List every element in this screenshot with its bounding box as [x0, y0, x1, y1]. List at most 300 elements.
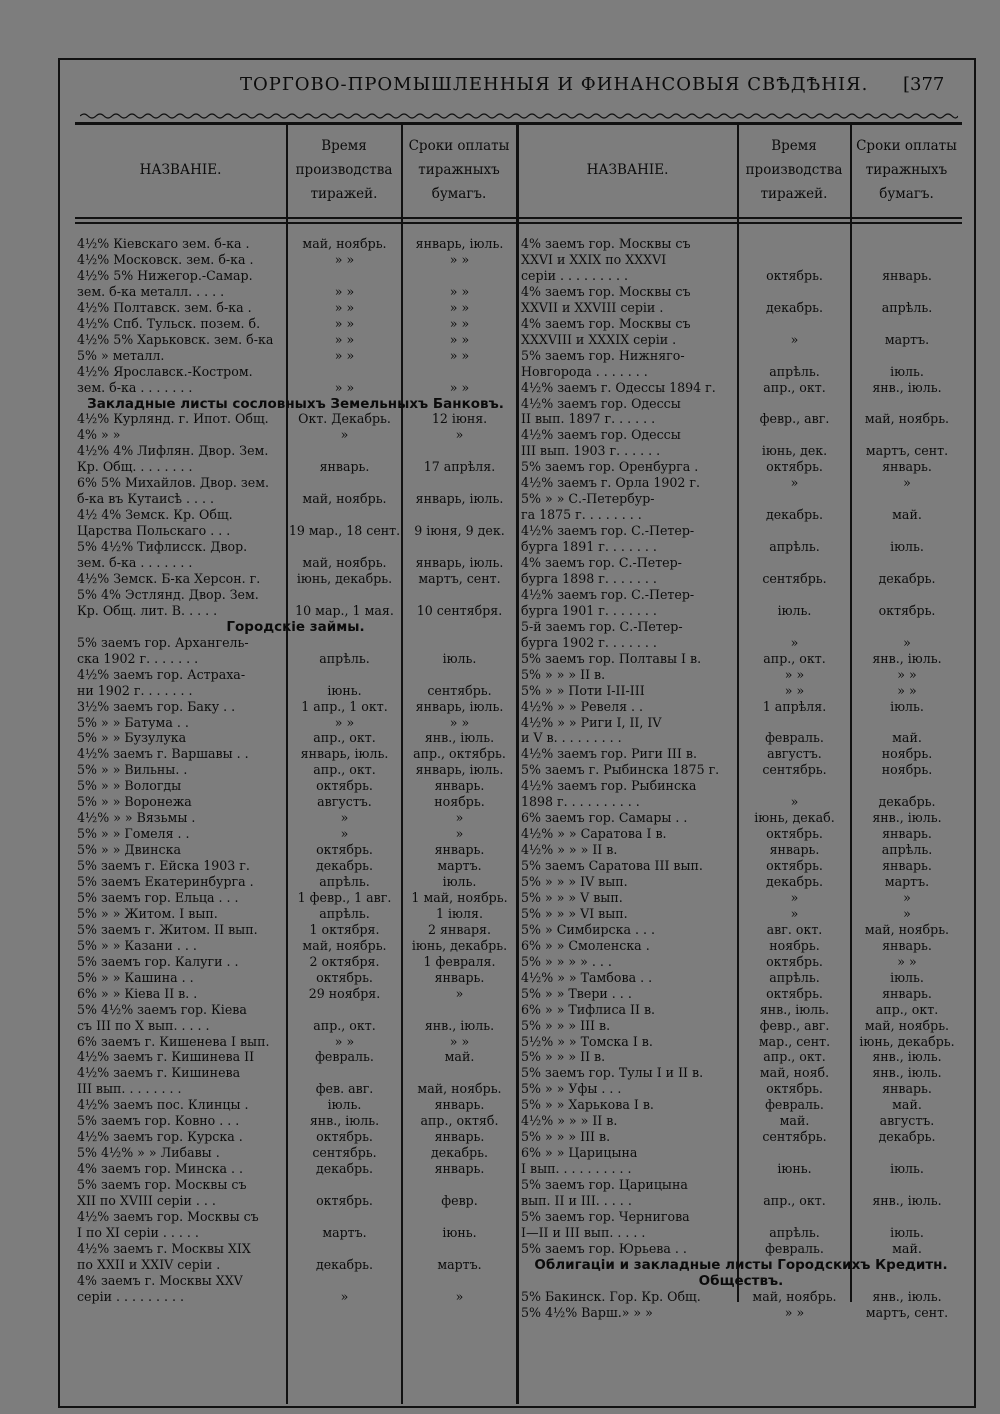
- draw-time: Окт. Декабрь.: [298, 411, 391, 427]
- draw-time: декабрь.: [765, 299, 824, 315]
- payment-terms: январь.: [882, 459, 932, 475]
- draw-time: »: [790, 634, 799, 650]
- draw-time: »: [790, 905, 799, 921]
- payment-terms: янв., іюль.: [872, 1288, 942, 1304]
- draw-time: декабрь.: [315, 1256, 374, 1272]
- draw-time: декабрь.: [315, 858, 374, 874]
- loan-name: 5% заемъ гор. Москвы съ: [77, 1177, 247, 1193]
- loan-name: ни 1902 г. . . . . . .: [77, 682, 193, 698]
- payment-terms: » »: [449, 714, 470, 730]
- payment-terms: »: [903, 475, 911, 491]
- draw-time: »: [790, 475, 799, 491]
- draw-time: февраль.: [765, 1097, 824, 1113]
- payment-terms: іюль.: [442, 650, 477, 666]
- loan-name: 5% » » » IV вып.: [521, 874, 628, 889]
- loan-name: 5% 4½% Варш.» » »: [521, 1304, 653, 1320]
- loan-name: 6% » » Кіева II в. .: [77, 985, 198, 1001]
- loan-name: 5% » металл.: [77, 347, 165, 363]
- draw-time: октябрь.: [316, 1129, 373, 1145]
- payment-terms: »: [903, 889, 911, 905]
- payment-terms: » »: [449, 283, 470, 299]
- column-header-time-left: [287, 134, 401, 206]
- loan-name: 5% » » С.-Петербур-: [521, 491, 655, 507]
- loan-name: 5% заемъ гор. Полтавы I в.: [521, 650, 702, 666]
- payment-terms: янв., іюль.: [872, 650, 942, 666]
- payment-terms: январь, іюль.: [415, 236, 504, 251]
- loan-name: XXVII и XXVIII серіи .: [521, 299, 664, 315]
- section-heading: Закладные листы сословныхъ Земельныхъ Банковъ.: [87, 395, 504, 412]
- loan-name: 5% заемъ Саратова III вып.: [521, 858, 703, 874]
- draw-time: апрѣль.: [769, 363, 820, 379]
- payment-terms: » »: [449, 331, 470, 347]
- loan-name: 5% заемъ г. Рыбинска 1875 г.: [521, 762, 720, 778]
- draw-time: »: [340, 1288, 349, 1304]
- payment-terms: іюль.: [890, 539, 924, 555]
- header-line: производства: [745, 162, 843, 178]
- payment-terms: октябрь.: [878, 602, 936, 618]
- loan-name: 5% заемъ г. Житом. II вып.: [77, 921, 258, 937]
- payment-terms: янв., іюль.: [872, 810, 942, 826]
- loan-name: I—II и III вып. . . . .: [521, 1224, 646, 1240]
- header-line: Сроки оплаты: [408, 138, 510, 154]
- draw-time: май, ноябрь.: [302, 555, 387, 570]
- loan-name: 5% 4½% заемъ гор. Кіева: [77, 1001, 247, 1017]
- loan-name: II вып. 1897 г. . . . . .: [521, 411, 656, 427]
- page-title: ТОРГОВО-ПРОМЫШЛЕННЫЯ И ФИНАНСОВЫЯ СВѢДѢНІЯ.: [240, 74, 869, 95]
- payment-terms: мартъ, сент.: [865, 1304, 949, 1320]
- payment-terms: май.: [892, 730, 922, 746]
- draw-time: май, ноябрь.: [752, 1288, 837, 1304]
- draw-time: янв., іюль.: [759, 1001, 830, 1017]
- loan-name: XXXVIII и XXXIX серіи .: [521, 331, 677, 347]
- payment-terms: май, ноябрь.: [864, 411, 950, 427]
- draw-time: іюнь, дек.: [761, 443, 828, 459]
- payment-terms: » »: [897, 682, 917, 698]
- draw-time: май, ноябрь.: [302, 236, 387, 251]
- draw-time: »: [790, 794, 799, 810]
- payment-terms: май, ноябрь.: [864, 921, 950, 937]
- loan-name: Царства Польскаго . . .: [77, 523, 231, 539]
- loan-name: 4½ 4% Земск. Кр. Общ.: [77, 507, 233, 523]
- payment-terms: 1 іюля.: [436, 905, 483, 921]
- payment-terms: іюль.: [890, 363, 924, 379]
- loan-name: 4½% Полтавск. зем. б-ка .: [77, 299, 252, 315]
- header-line: тиражныхъ: [865, 162, 948, 178]
- loan-name: 5% » » » II в.: [521, 666, 606, 682]
- loan-name: 4½% заемъ гор. С.-Петер-: [521, 586, 695, 602]
- draw-time: іюнь, декаб.: [754, 810, 835, 826]
- draw-time: 1 февр., 1 авг.: [297, 889, 392, 905]
- loan-name: 4% заемъ гор. Москвы съ: [521, 236, 691, 251]
- loan-name: Новгорода . . . . . . .: [521, 363, 648, 379]
- draw-time: апрѣль.: [319, 650, 370, 666]
- draw-time: 10 мар., 1 мая.: [295, 602, 394, 618]
- loan-name: 5% 4½% Тифлисск. Двор.: [77, 539, 248, 555]
- loan-name: по XXII и XXIV серіи .: [77, 1256, 221, 1272]
- loan-name: съ III по X вып. . . . .: [77, 1017, 210, 1033]
- draw-time: 29 ноября.: [308, 985, 381, 1001]
- payment-terms: мартъ.: [437, 858, 482, 874]
- loan-name: 4½% Ярославск.-Костром.: [77, 363, 253, 379]
- draw-time: январь.: [319, 459, 370, 475]
- loan-name: 6% » » Смоленска .: [521, 937, 650, 953]
- loan-name: I вып. . . . . . . . . .: [521, 1161, 632, 1177]
- header-line: Сроки оплаты: [856, 138, 957, 154]
- draw-time: январь.: [769, 842, 820, 858]
- loan-name: 5% » » » III в.: [521, 1017, 611, 1033]
- draw-time: » »: [334, 315, 355, 331]
- payment-terms: ноябрь.: [881, 746, 933, 762]
- table-top-rule: [75, 122, 962, 125]
- draw-time: февраль.: [315, 1049, 374, 1065]
- loan-name: 4½% » » Вязьмы .: [77, 810, 196, 826]
- column-header-terms-left: [402, 134, 516, 206]
- loan-name: 4% заемъ гор. Москвы съ: [521, 315, 691, 331]
- payment-terms: іюнь, декабрь.: [411, 937, 508, 953]
- column-header-time-right: [738, 134, 850, 206]
- loan-name: 4½% » » Саратова I в.: [521, 826, 667, 842]
- loan-name: III вып. 1903 г. . . . . .: [521, 443, 661, 459]
- draw-time: 1 апрѣля.: [762, 698, 827, 714]
- payment-terms: январь, іюль.: [415, 762, 504, 778]
- loan-name: 5% » » Твери . . .: [521, 985, 632, 1001]
- payment-terms: январь.: [882, 985, 932, 1001]
- loan-name: 5% заемъ гор. Нижняго-: [521, 347, 685, 363]
- payment-terms: янв., іюль.: [872, 1065, 942, 1081]
- loan-name: 5% » » Вологды: [77, 778, 182, 794]
- loan-name: 4½% Спб. Тульск. позем. б.: [77, 315, 261, 331]
- payment-terms: » »: [449, 299, 470, 315]
- payment-terms: февр.: [441, 1193, 478, 1208]
- draw-time: май, ноябрь.: [302, 937, 387, 953]
- draw-time: »: [340, 826, 349, 842]
- payment-terms: »: [455, 1288, 464, 1304]
- draw-time: мар., сент.: [758, 1033, 831, 1049]
- loan-name: 4½% заемъ г. Одессы 1894 г.: [521, 379, 716, 395]
- payment-terms: »: [455, 826, 464, 842]
- loan-name: вып. II и III. . . . .: [521, 1193, 632, 1208]
- header-line: Время: [321, 138, 367, 154]
- payment-terms: іюль.: [442, 874, 477, 889]
- loan-name: 4½% Земск. Б-ка Херсон. г.: [77, 570, 261, 586]
- draw-time: » »: [784, 1304, 805, 1320]
- loan-name: зем. б-ка . . . . . . .: [77, 555, 193, 570]
- loan-name: 5% Бакинск. Гор. Кр. Общ.: [521, 1288, 701, 1304]
- loan-name: 4½% » » Тамбова . .: [521, 969, 653, 985]
- draw-time: февраль.: [765, 1240, 824, 1256]
- loan-name: 4½% 5% Нижегор.-Самар.: [77, 267, 253, 283]
- payment-terms: сентябрь.: [427, 682, 492, 698]
- loan-name: 5% » » Вильны. .: [77, 762, 188, 778]
- loan-name: I по XI серіи . . . . .: [77, 1224, 199, 1240]
- lottery-table: [75, 122, 962, 1404]
- loan-name: 4½% » » Ревеля . .: [521, 698, 644, 714]
- loan-name: 4½% заемъ г. Варшавы . .: [77, 746, 249, 762]
- draw-time: май, нояб.: [759, 1065, 830, 1081]
- center-divider: [516, 122, 519, 1404]
- header-line: Время: [771, 138, 817, 154]
- loan-name: 4½% заемъ г. Кишинева II: [77, 1049, 255, 1065]
- payment-terms: мартъ.: [437, 1256, 482, 1272]
- loan-name: 5% » » » VI вып.: [521, 905, 628, 921]
- loan-name: 5% » » Кашина . .: [77, 969, 194, 985]
- payment-terms: янв., іюль.: [872, 1193, 942, 1208]
- loan-name: ска 1902 г. . . . . . .: [77, 650, 199, 666]
- header-rule-double: [75, 222, 962, 224]
- header-line: бумагъ.: [431, 186, 487, 202]
- payment-terms: 2 января.: [428, 921, 491, 937]
- payment-terms: декабрь.: [878, 794, 936, 810]
- payment-terms: янв., іюль.: [424, 730, 495, 746]
- header-line: тиражей.: [760, 186, 828, 202]
- draw-time: » »: [784, 682, 805, 698]
- draw-time: апрѣль.: [319, 874, 370, 889]
- draw-time: фев. авг.: [315, 1081, 374, 1097]
- draw-time: 19 мар., 18 сент.: [288, 523, 401, 539]
- payment-terms: »: [903, 634, 911, 650]
- loan-name: 4½% заемъ гор. Одессы: [521, 427, 681, 443]
- payment-terms: 9 іюня, 9 дек.: [414, 523, 505, 539]
- draw-time: октябрь.: [766, 953, 823, 969]
- payment-terms: январь.: [882, 937, 932, 953]
- loan-name: 5% заемъ гор. Тулы I и II в.: [521, 1065, 704, 1081]
- payment-terms: іюнь.: [442, 1224, 477, 1240]
- payment-terms: »: [455, 427, 464, 443]
- loan-name: 5% заемъ г. Ейска 1903 г.: [77, 858, 250, 874]
- payment-terms: 10 сентября.: [416, 602, 503, 618]
- loan-name: 5% » » » » . . .: [521, 953, 612, 969]
- column-header-name-right: НАЗВАНІЕ.: [586, 162, 669, 178]
- draw-time: »: [340, 810, 349, 826]
- payment-terms: » »: [449, 379, 470, 395]
- draw-time: »: [790, 331, 799, 347]
- loan-name: 4½% заемъ пос. Клинцы .: [77, 1097, 249, 1113]
- draw-time: » »: [334, 283, 355, 299]
- loan-name: б-ка въ Кутаисѣ . . . .: [77, 491, 215, 507]
- payment-terms: январь.: [434, 778, 485, 794]
- loan-name: 5% заемъ гор. Калуги . .: [77, 953, 239, 969]
- loan-name: 5% » » » II в.: [521, 1049, 606, 1065]
- loan-name: га 1875 г. . . . . . . .: [521, 507, 642, 523]
- loan-name: 5% » » Житом. I вып.: [77, 905, 218, 921]
- loan-name: XXVI и XXIX по XXXVI: [521, 251, 667, 267]
- loan-name: 5% 4½% » » Либавы .: [77, 1145, 220, 1161]
- payment-terms: мартъ, сент.: [865, 443, 949, 459]
- loan-name: 4½% заемъ гор. Москвы съ: [77, 1208, 259, 1224]
- payment-terms: апр., окт.: [875, 1001, 939, 1017]
- loan-name: 5% 4% Эстлянд. Двор. Зем.: [77, 586, 259, 602]
- column-header-name-left: НАЗВАНІЕ.: [139, 162, 222, 178]
- draw-time: январь, іюль.: [300, 746, 389, 762]
- draw-time: іюнь, декабрь.: [296, 570, 393, 586]
- loan-name: 5% » Симбирска . . .: [521, 921, 656, 937]
- loan-name: 4½% заемъ г. Кишинева: [77, 1065, 241, 1081]
- payment-terms: »: [455, 810, 464, 826]
- payment-terms: » »: [449, 315, 470, 331]
- loan-name: 5% заемъ гор. Чернигова: [521, 1208, 690, 1224]
- loan-name: 5% заемъ гор. Юрьева . .: [521, 1240, 687, 1256]
- payment-terms: » »: [897, 666, 917, 682]
- draw-time: октябрь.: [766, 1081, 823, 1097]
- loan-name: 5% » » Уфы . . .: [521, 1081, 622, 1097]
- document-page: [58, 58, 976, 1408]
- header-line: тиражныхъ: [418, 162, 500, 178]
- draw-time: іюнь.: [327, 682, 362, 698]
- payment-terms: ноябрь.: [881, 762, 933, 778]
- draw-time: » »: [334, 251, 355, 267]
- draw-time: октябрь.: [766, 459, 823, 475]
- payment-terms: апрѣль.: [881, 842, 933, 858]
- payment-terms: 12 іюня.: [431, 411, 488, 427]
- payment-terms: май, ноябрь.: [864, 1017, 950, 1033]
- payment-terms: январь, іюль.: [415, 698, 504, 714]
- draw-time: 1 апр., 1 окт.: [301, 698, 388, 714]
- payment-terms: ноябрь.: [434, 794, 485, 810]
- loan-name: 4½% Московск. зем. б-ка .: [77, 251, 254, 267]
- loan-name: Кр. Общ. лит. В. . . . .: [77, 602, 218, 618]
- payment-terms: 17 апрѣля.: [423, 459, 496, 475]
- payment-terms: май.: [892, 507, 922, 523]
- loan-name: бурга 1902 г. . . . . . .: [521, 634, 657, 650]
- draw-time: апрѣль.: [319, 905, 370, 921]
- payment-terms: »: [903, 905, 911, 921]
- draw-time: 2 октября.: [309, 953, 380, 969]
- payment-terms: мартъ, сент.: [418, 570, 501, 586]
- payment-terms: январь.: [434, 1161, 485, 1177]
- payment-terms: январь.: [882, 267, 932, 283]
- draw-time: » »: [334, 1033, 355, 1049]
- payment-terms: май.: [444, 1049, 475, 1065]
- payment-terms: » »: [449, 251, 470, 267]
- loan-name: 4½% » » Риги I, II, IV: [521, 714, 662, 730]
- loan-name: 4½% заемъ гор. Риги III в.: [521, 746, 697, 762]
- payment-terms: май.: [892, 1097, 922, 1113]
- loan-name: 4½% заемъ гор. Рыбинска: [521, 778, 697, 794]
- loan-name: III вып. . . . . . . .: [77, 1081, 182, 1097]
- loan-name: 6% 5% Михайлов. Двор. зем.: [77, 475, 270, 491]
- draw-time: декабрь.: [765, 507, 824, 523]
- loan-name: 4½% Курлянд. г. Ипот. Общ.: [77, 411, 269, 427]
- payment-terms: іюль.: [890, 1224, 924, 1240]
- payment-terms: май.: [892, 1240, 922, 1256]
- payment-terms: январь.: [882, 826, 932, 842]
- loan-name: 5% » » Батума . .: [77, 714, 189, 730]
- decorative-wavy-rule: [80, 112, 958, 120]
- draw-time: апр., окт.: [763, 379, 826, 395]
- loan-name: 4½% » » » II в.: [521, 842, 618, 858]
- loan-name: 4½% заемъ г. Москвы XIX: [77, 1240, 251, 1256]
- draw-time: октябрь.: [316, 842, 373, 858]
- draw-time: сентябрь.: [762, 1129, 827, 1145]
- header-line: производства: [295, 162, 393, 178]
- loan-name: 4½% заемъ гор. Астраха-: [77, 666, 246, 682]
- loan-name: зем. б-ка металл. . . . .: [77, 283, 225, 299]
- loan-name: 4% заемъ гор. С.-Петер-: [521, 555, 682, 570]
- loan-name: 6% » » Тифлиса II в.: [521, 1001, 656, 1017]
- loan-name: 5% заемъ гор. Ельца . . .: [77, 889, 239, 905]
- payment-terms: январь.: [434, 1129, 485, 1145]
- payment-terms: январь, іюль.: [415, 555, 504, 570]
- draw-time: февраль.: [765, 730, 824, 746]
- draw-time: май, ноябрь.: [302, 491, 387, 507]
- loan-name: 5% заемъ Екатеринбурга .: [77, 874, 254, 889]
- loan-name: XII по XVIII серіи . . .: [77, 1193, 216, 1208]
- draw-time: августъ.: [317, 794, 372, 810]
- payment-terms: 1 май, ноябрь.: [411, 889, 508, 905]
- loan-name: 4½% заемъ гор. С.-Петер-: [521, 523, 695, 539]
- draw-time: 1 октября.: [309, 921, 380, 937]
- loan-name: 4½% заемъ гор. Курска .: [77, 1129, 243, 1145]
- loan-name: 4% » »: [77, 427, 121, 443]
- loan-name: серіи . . . . . . . . .: [521, 267, 629, 283]
- payment-terms: іюнь, декабрь.: [859, 1033, 955, 1049]
- loan-name: Кр. Общ. . . . . . . .: [77, 459, 193, 475]
- draw-time: »: [790, 889, 799, 905]
- section-heading: Облигаціи и закладные листы Городскихъ Кредитн.: [534, 1256, 948, 1273]
- draw-time: »: [340, 427, 349, 443]
- payment-terms: іюль.: [890, 969, 924, 985]
- payment-terms: мартъ.: [884, 874, 930, 889]
- draw-time: октябрь.: [766, 267, 823, 283]
- payment-terms: декабрь.: [878, 1129, 936, 1145]
- loan-name: 5% заемъ гор. Ковно . . .: [77, 1113, 240, 1129]
- draw-time: октябрь.: [766, 826, 823, 842]
- loan-name: 5% » » » V вып.: [521, 889, 623, 905]
- loan-name: 4% заемъ г. Москвы XXV: [77, 1272, 243, 1288]
- loan-name: бурга 1901 г. . . . . . .: [521, 602, 657, 618]
- page-number: [377: [903, 74, 945, 95]
- section-heading: Обществъ.: [698, 1272, 784, 1289]
- draw-time: іюль.: [777, 602, 812, 618]
- draw-time: октябрь.: [316, 1193, 373, 1208]
- draw-time: янв., іюль.: [309, 1113, 380, 1129]
- payment-terms: апр., октяб.: [420, 1113, 499, 1129]
- payment-terms: январь.: [882, 858, 932, 874]
- loan-name: 5% » » Воронежа: [77, 794, 192, 810]
- draw-time: апр., окт.: [313, 1017, 376, 1033]
- loan-name: и V в. . . . . . . . .: [521, 730, 622, 746]
- loan-name: 5% заемъ гор. Царицына: [521, 1177, 688, 1193]
- loan-name: 6% » » Царицына: [521, 1145, 638, 1161]
- loan-name: 4½% заемъ гор. Одессы: [521, 395, 681, 411]
- draw-time: апр., окт.: [763, 650, 826, 666]
- payment-terms: мартъ.: [884, 331, 930, 347]
- loan-name: серіи . . . . . . . . .: [77, 1288, 185, 1304]
- loan-name: 4½% 5% Харьковск. зем. б-ка: [77, 331, 274, 347]
- draw-time: апр., окт.: [313, 762, 376, 778]
- draw-time: » »: [334, 379, 355, 395]
- loan-name: 4½% 4% Лифлян. Двор. Зем.: [77, 443, 269, 459]
- draw-time: » »: [334, 331, 355, 347]
- payment-terms: май, ноябрь.: [417, 1081, 502, 1097]
- draw-time: » »: [334, 714, 355, 730]
- header-rule: [75, 217, 962, 219]
- draw-time: декабрь.: [765, 874, 824, 889]
- loan-name: зем. б-ка . . . . . . .: [77, 379, 193, 395]
- page-header: [60, 74, 974, 104]
- loan-name: 6% заемъ г. Кишенева I вып.: [77, 1033, 270, 1049]
- header-line: бумагъ.: [879, 186, 934, 202]
- draw-time: авг. окт.: [766, 921, 823, 937]
- payment-terms: янв., іюль.: [872, 1049, 942, 1065]
- draw-time: » »: [334, 299, 355, 315]
- loan-name: 5% заемъ гор. Оренбурга .: [521, 459, 699, 475]
- loan-name: 5% » » Харькова I в.: [521, 1097, 654, 1113]
- draw-time: апр., окт.: [763, 1049, 826, 1065]
- draw-time: » »: [784, 666, 805, 682]
- loan-name: 5% » » Гомеля . .: [77, 826, 190, 842]
- draw-time: февр., авг.: [759, 1017, 830, 1033]
